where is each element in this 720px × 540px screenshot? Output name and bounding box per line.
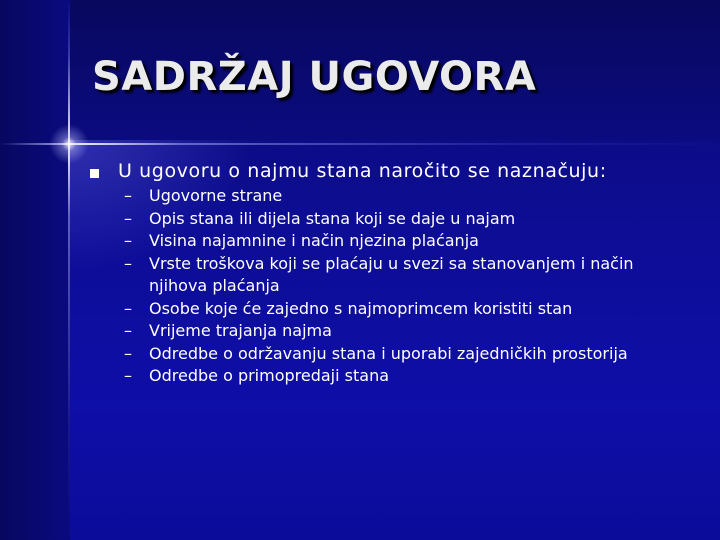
dash-bullet: – — [124, 253, 132, 273]
list-item-text: Vrijeme trajanja najma — [149, 321, 332, 340]
list-item — [124, 365, 644, 388]
square-bullet-icon — [90, 169, 99, 178]
main-bullet-point — [88, 160, 708, 188]
light-flare-glow — [49, 124, 89, 164]
dash-bullet: – — [124, 321, 132, 340]
list-item-text: Vrste troškova koji se plaćaju u svezi sa stanovanjem i način njihova plaćanja — [149, 253, 634, 295]
list-item-text: Ugovorne strane — [149, 186, 283, 205]
list-item-text: Odredbe o održavanju stana i uporabi zajedničkih prostorija — [149, 343, 628, 363]
vertical-light-flare — [68, 0, 70, 540]
list-item-text: Visina najamnine i način njezina plaćanja — [149, 231, 479, 250]
horizontal-light-flare — [0, 143, 720, 145]
list-item — [124, 343, 644, 366]
dash-bullet: – — [124, 343, 132, 363]
dash-bullet: – — [124, 186, 132, 205]
dash-bullet: – — [124, 231, 132, 250]
list-item — [124, 208, 644, 231]
dash-bullet: – — [124, 208, 132, 228]
list-item — [124, 320, 644, 343]
list-item — [124, 298, 644, 321]
slide-title: SADRŽAJ UGOVORA — [92, 54, 537, 100]
main-bullet-text: U ugovoru o najmu stana naročito se naznačuju: — [118, 160, 607, 182]
dash-bullet: – — [124, 366, 132, 385]
dash-bullet: – — [124, 298, 132, 318]
left-background-band — [0, 0, 70, 540]
list-item-text: Osobe koje će zajedno s najmoprimcem koristiti stan — [149, 298, 573, 318]
list-item — [124, 230, 644, 253]
list-item — [124, 185, 644, 208]
list-item — [124, 253, 644, 298]
list-item-text: Odredbe o primopredaji stana — [149, 366, 390, 385]
sub-bullet-list — [124, 185, 644, 388]
list-item-text: Opis stana ili dijela stana koji se daje u najam — [149, 208, 516, 228]
